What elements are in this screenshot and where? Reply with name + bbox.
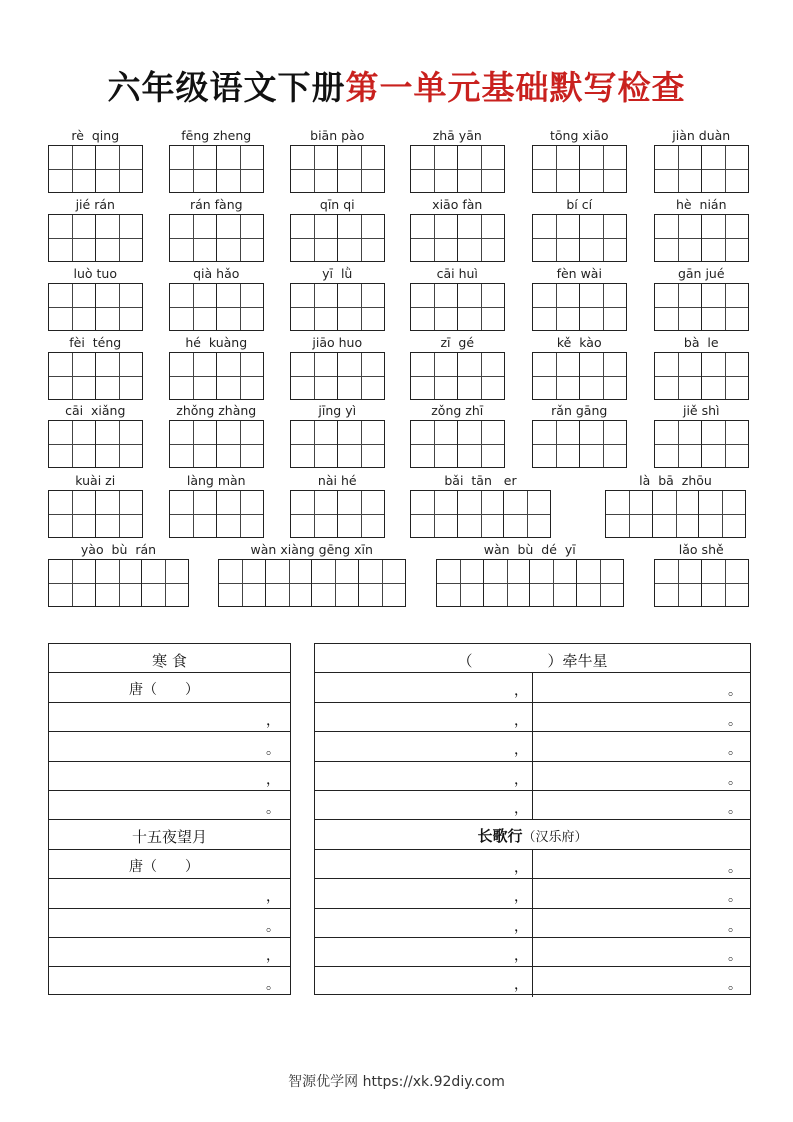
poem-row[interactable]	[49, 967, 290, 996]
pinyin-label: kě kào	[556, 335, 602, 350]
pinyin-label: rán fàng	[189, 197, 243, 212]
writing-cell[interactable]	[701, 420, 749, 468]
pinyin-label: bǎi tān er	[444, 473, 517, 488]
mid-punctuation: ，	[514, 889, 528, 906]
poem-title-main: 长歌行	[477, 827, 523, 846]
writing-cell[interactable]	[652, 490, 700, 538]
writing-cell[interactable]	[457, 352, 505, 400]
pinyin-label: jiě shì	[682, 403, 720, 418]
poem-table-right	[314, 643, 751, 995]
pinyin-word-group	[654, 403, 749, 463]
pinyin-word-group	[532, 128, 627, 188]
pinyin-label: zǒng zhī	[431, 403, 484, 418]
writing-cell[interactable]	[337, 214, 385, 262]
writing-cell[interactable]	[410, 214, 458, 262]
writing-cell[interactable]	[216, 283, 264, 331]
pinyin-word-group	[169, 128, 264, 188]
pinyin-label: biān pào	[310, 128, 365, 143]
poem-row[interactable]	[49, 762, 290, 791]
writing-cell[interactable]	[216, 214, 264, 262]
poem-row	[49, 644, 290, 673]
poem-author-line: 唐（ ）	[129, 682, 199, 699]
pinyin-word-group	[532, 335, 627, 395]
writing-cell[interactable]	[48, 490, 96, 538]
writing-cell[interactable]	[95, 214, 143, 262]
writing-cell[interactable]	[311, 559, 359, 607]
line-end-punctuation: ，	[266, 948, 280, 964]
writing-cell[interactable]	[698, 490, 746, 538]
pinyin-word-group	[48, 266, 143, 326]
poem-row[interactable]	[315, 850, 750, 879]
pinyin-word-group	[218, 542, 406, 602]
pinyin-word-group	[410, 266, 505, 326]
row-divider	[532, 703, 533, 732]
writing-cell[interactable]	[529, 559, 577, 607]
row-divider	[532, 967, 533, 996]
poem-row[interactable]	[315, 703, 750, 732]
pinyin-word-group	[605, 473, 746, 533]
writing-cell[interactable]	[654, 352, 702, 400]
writing-cell[interactable]	[358, 559, 406, 607]
pinyin-word-group	[290, 335, 385, 395]
poem-row[interactable]	[315, 762, 750, 791]
pinyin-word-group	[654, 266, 749, 326]
writing-cell[interactable]	[290, 490, 338, 538]
title-black: 六年级语文下册	[107, 68, 346, 107]
writing-cell[interactable]	[169, 214, 217, 262]
writing-cell[interactable]	[290, 420, 338, 468]
writing-cell[interactable]	[483, 559, 531, 607]
pinyin-word-group	[532, 197, 627, 257]
poem-title-row	[315, 820, 750, 849]
pinyin-word-group	[169, 403, 264, 463]
pinyin-label: fèi téng	[69, 335, 122, 350]
writing-cell[interactable]	[701, 145, 749, 193]
writing-cell[interactable]	[216, 490, 264, 538]
pinyin-word-group	[654, 197, 749, 257]
writing-cell[interactable]	[169, 145, 217, 193]
writing-cell[interactable]	[410, 490, 458, 538]
pinyin-label: rè qing	[71, 128, 120, 143]
pinyin-word-group	[48, 473, 143, 533]
page-title	[0, 62, 793, 109]
poem-row[interactable]	[49, 732, 290, 761]
poem-title-source: （汉乐府）	[522, 830, 588, 846]
pinyin-word-group	[410, 335, 505, 395]
pinyin-word-group	[290, 473, 385, 533]
pinyin-label: kuài zi	[75, 473, 116, 488]
poem-row[interactable]	[315, 938, 750, 967]
row-divider	[532, 879, 533, 908]
line-end-punctuation: 。	[266, 742, 280, 759]
line-end-punctuation: 。	[728, 683, 742, 700]
pinyin-label: wàn xiàng gēng xīn	[250, 542, 373, 557]
line-end-punctuation: 。	[728, 742, 742, 759]
title-red: 第一单元基础默写检查	[345, 68, 686, 107]
pinyin-label: luò tuo	[73, 266, 117, 281]
writing-cell[interactable]	[701, 352, 749, 400]
writing-cell[interactable]	[95, 490, 143, 538]
writing-cell[interactable]	[48, 214, 96, 262]
writing-cell[interactable]	[457, 214, 505, 262]
line-end-punctuation: 。	[728, 859, 742, 876]
pinyin-word-group	[169, 197, 264, 257]
writing-cell[interactable]	[457, 145, 505, 193]
writing-cell[interactable]	[654, 283, 702, 331]
pinyin-word-group	[290, 266, 385, 326]
writing-cell[interactable]	[457, 420, 505, 468]
poem-author-line: 唐（ ）	[129, 858, 199, 875]
poem-row	[49, 673, 290, 702]
writing-cell[interactable]	[337, 352, 385, 400]
writing-cell[interactable]	[701, 559, 749, 607]
writing-cell[interactable]	[654, 559, 702, 607]
line-end-punctuation: 。	[266, 977, 280, 994]
writing-cell[interactable]	[216, 352, 264, 400]
pinyin-word-group	[410, 128, 505, 188]
poem-row[interactable]	[49, 879, 290, 908]
mid-punctuation: ，	[514, 918, 528, 935]
pinyin-word-group	[410, 403, 505, 463]
writing-cell[interactable]	[48, 420, 96, 468]
mid-punctuation: ，	[514, 683, 528, 700]
poem-title-changgexing	[315, 825, 750, 846]
line-end-punctuation: ，	[266, 889, 280, 906]
writing-cell[interactable]	[654, 145, 702, 193]
writing-cell[interactable]	[169, 283, 217, 331]
writing-cell[interactable]	[532, 283, 580, 331]
footer-watermark: 智源优学网 https://xk.92diy.com	[288, 1074, 505, 1090]
line-end-punctuation: 。	[728, 712, 742, 729]
pinyin-word-group	[654, 128, 749, 188]
pinyin-label: jié rán	[75, 197, 115, 212]
line-end-punctuation: 。	[728, 771, 742, 788]
pinyin-label: zhǒng zhàng	[176, 403, 257, 418]
writing-cell[interactable]	[579, 145, 627, 193]
writing-cell[interactable]	[216, 420, 264, 468]
pinyin-label: zhā yān	[432, 128, 482, 143]
pinyin-word-group	[290, 128, 385, 188]
pinyin-label: fèn wài	[556, 266, 602, 281]
poem-row[interactable]	[49, 703, 290, 732]
writing-cell[interactable]	[216, 145, 264, 193]
writing-cell[interactable]	[218, 559, 266, 607]
pinyin-label: tōng xiāo	[549, 128, 609, 143]
poem-row[interactable]	[315, 732, 750, 761]
writing-cell[interactable]	[95, 145, 143, 193]
pinyin-word-group	[48, 197, 143, 257]
row-divider	[532, 850, 533, 879]
writing-cell[interactable]	[265, 559, 313, 607]
row-divider	[532, 791, 533, 820]
writing-cell[interactable]	[532, 352, 580, 400]
row-divider	[532, 673, 533, 702]
poem-title-hanshi: 寒 食	[152, 652, 187, 670]
mid-punctuation: ，	[514, 948, 528, 964]
pinyin-word-group	[290, 403, 385, 463]
poem-title-shiwuye: 十五夜望月	[131, 828, 207, 847]
pinyin-word-group	[290, 197, 385, 257]
writing-cell[interactable]	[579, 352, 627, 400]
pinyin-label: bà le	[683, 335, 719, 350]
line-end-punctuation: ，	[266, 771, 280, 788]
pinyin-label: rǎn gāng	[551, 403, 608, 418]
pinyin-label: zī gé	[440, 335, 475, 350]
writing-cell[interactable]	[410, 352, 458, 400]
poem-row[interactable]	[315, 879, 750, 908]
pinyin-word-group	[169, 473, 264, 533]
pinyin-word-group	[169, 335, 264, 395]
writing-cell[interactable]	[48, 283, 96, 331]
line-end-punctuation: 。	[728, 889, 742, 906]
pinyin-label: hè nián	[675, 197, 727, 212]
row-divider	[532, 762, 533, 791]
poem-row	[49, 820, 290, 849]
mid-punctuation: ，	[514, 742, 528, 759]
writing-cell[interactable]	[654, 420, 702, 468]
writing-cell[interactable]	[290, 352, 338, 400]
pinyin-word-group	[654, 335, 749, 395]
writing-cell[interactable]	[701, 283, 749, 331]
writing-cell[interactable]	[579, 214, 627, 262]
pinyin-label: jiàn duàn	[672, 128, 731, 143]
writing-cell[interactable]	[95, 283, 143, 331]
row-divider	[532, 909, 533, 938]
mid-punctuation: ，	[514, 712, 528, 729]
line-end-punctuation: 。	[728, 801, 742, 817]
writing-cell[interactable]	[48, 145, 96, 193]
poem-row[interactable]	[49, 791, 290, 820]
poem-table-left	[48, 643, 291, 995]
pinyin-word-group	[169, 266, 264, 326]
poem-title-qianniuxing: （ ）牵牛星	[457, 652, 608, 670]
pinyin-word-group	[436, 542, 624, 602]
writing-cell[interactable]	[701, 214, 749, 262]
mid-punctuation: ，	[514, 801, 528, 817]
pinyin-word-group	[48, 335, 143, 395]
pinyin-label: yào bù rán	[80, 542, 157, 557]
line-end-punctuation: 。	[266, 918, 280, 935]
pinyin-label: qīn qi	[319, 197, 355, 212]
writing-cell[interactable]	[337, 420, 385, 468]
pinyin-label: là bā zhōu	[639, 473, 712, 488]
pinyin-label: cāi xiǎng	[65, 403, 126, 418]
writing-cell[interactable]	[337, 145, 385, 193]
writing-cell[interactable]	[48, 352, 96, 400]
pinyin-word-group	[654, 542, 749, 602]
writing-cell[interactable]	[532, 420, 580, 468]
writing-cell[interactable]	[503, 490, 551, 538]
pinyin-label: bí cí	[566, 197, 593, 212]
writing-cell[interactable]	[605, 490, 653, 538]
pinyin-label: nài hé	[317, 473, 357, 488]
line-end-punctuation: 。	[728, 977, 742, 994]
pinyin-label: fēng zheng	[181, 128, 252, 143]
row-divider	[532, 938, 533, 967]
writing-cell[interactable]	[410, 420, 458, 468]
poem-row[interactable]	[315, 967, 750, 996]
writing-cell[interactable]	[169, 420, 217, 468]
pinyin-word-group	[48, 542, 189, 602]
pinyin-word-group	[532, 266, 627, 326]
writing-cell[interactable]	[169, 352, 217, 400]
writing-cell[interactable]	[95, 559, 143, 607]
poem-row	[49, 850, 290, 879]
writing-cell[interactable]	[410, 283, 458, 331]
pinyin-label: hé kuàng	[185, 335, 248, 350]
pinyin-word-group	[410, 197, 505, 257]
pinyin-word-group	[410, 473, 551, 533]
writing-cell[interactable]	[95, 352, 143, 400]
poem-row[interactable]	[49, 938, 290, 967]
mid-punctuation: ，	[514, 859, 528, 876]
writing-cell[interactable]	[457, 283, 505, 331]
writing-cell[interactable]	[654, 214, 702, 262]
mid-punctuation: ，	[514, 977, 528, 994]
pinyin-label: cāi huì	[436, 266, 478, 281]
pinyin-label: yī lǜ	[322, 266, 353, 281]
writing-cell[interactable]	[290, 145, 338, 193]
pinyin-word-group	[48, 403, 143, 463]
writing-cell[interactable]	[532, 145, 580, 193]
pinyin-label: làng màn	[186, 473, 246, 488]
writing-cell[interactable]	[48, 559, 96, 607]
writing-cell[interactable]	[290, 214, 338, 262]
pinyin-label: xiāo fàn	[432, 197, 483, 212]
pinyin-label: lǎo shě	[678, 542, 724, 557]
writing-cell[interactable]	[337, 283, 385, 331]
poem-row[interactable]	[49, 909, 290, 938]
pinyin-label: gān jué	[677, 266, 725, 281]
writing-cell[interactable]	[532, 214, 580, 262]
writing-cell[interactable]	[141, 559, 189, 607]
poem-title-row	[315, 644, 750, 673]
writing-cell[interactable]	[576, 559, 624, 607]
writing-cell[interactable]	[457, 490, 505, 538]
line-end-punctuation: 。	[728, 948, 742, 964]
poem-row[interactable]	[315, 673, 750, 702]
line-end-punctuation: ，	[266, 712, 280, 729]
writing-cell[interactable]	[169, 490, 217, 538]
writing-cell[interactable]	[579, 420, 627, 468]
pinyin-label: wàn bù dé yī	[483, 542, 576, 557]
row-divider	[532, 732, 533, 761]
writing-cell[interactable]	[436, 559, 484, 607]
writing-cell[interactable]	[410, 145, 458, 193]
pinyin-label: jīng yì	[318, 403, 357, 418]
writing-cell[interactable]	[290, 283, 338, 331]
pinyin-label: qià hǎo	[193, 266, 240, 281]
pinyin-word-group	[48, 128, 143, 188]
mid-punctuation: ，	[514, 771, 528, 788]
line-end-punctuation: 。	[728, 918, 742, 935]
writing-cell[interactable]	[337, 490, 385, 538]
writing-cell[interactable]	[95, 420, 143, 468]
poem-row[interactable]	[315, 791, 750, 820]
line-end-punctuation: 。	[266, 801, 280, 817]
poem-row[interactable]	[315, 909, 750, 938]
pinyin-word-group	[532, 403, 627, 463]
writing-cell[interactable]	[579, 283, 627, 331]
pinyin-label: jiāo huo	[312, 335, 363, 350]
